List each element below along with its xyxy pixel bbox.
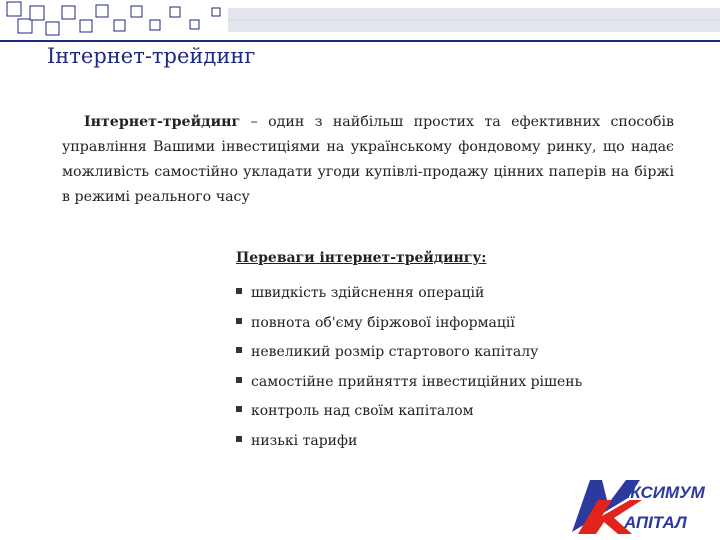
intro-text: – один з найбільш простих та ефективних способів управління Вашими інвестиціями на українському фондовому ринку, що надає можливість самостійно укладати угоди купівлі-продажу цінних паперів на біржі в режимі реального часу bbox=[62, 114, 674, 205]
decorative-squares bbox=[0, 0, 720, 40]
advantages-heading: Переваги інтернет-трейдингу: bbox=[236, 250, 487, 266]
logo-line1: АКСИМУМ bbox=[618, 483, 705, 502]
square-bullet-icon bbox=[236, 406, 242, 412]
maximum-kapital-logo bbox=[568, 474, 714, 536]
advantages-list bbox=[236, 282, 582, 460]
square-bullet-icon bbox=[236, 318, 242, 324]
square-bullet-icon bbox=[236, 288, 242, 294]
list-item bbox=[236, 282, 582, 312]
logo-line2: АПІТАЛ bbox=[624, 513, 687, 532]
square-bullet-icon bbox=[236, 347, 242, 353]
intro-paragraph bbox=[62, 110, 674, 210]
title-divider-line bbox=[0, 40, 720, 42]
list-item bbox=[236, 400, 582, 430]
list-item-text: повнота об'єму біржової інформації bbox=[251, 314, 515, 331]
list-item-text: самостійне прийняття інвестиційних рішень bbox=[251, 373, 583, 390]
square-bullet-icon bbox=[236, 436, 242, 442]
list-item bbox=[236, 341, 582, 371]
slide-title: Інтернет-трейдинг bbox=[47, 44, 256, 68]
list-item-text: низькі тарифи bbox=[251, 432, 358, 449]
list-item-text: швидкість здійснення операцій bbox=[251, 285, 485, 301]
list-item-text: невеликий розмір стартового капіталу bbox=[251, 344, 539, 361]
square-bullet-icon bbox=[236, 377, 242, 383]
list-item-text: контроль над своїм капіталом bbox=[251, 403, 474, 420]
list-item bbox=[236, 371, 582, 401]
list-item bbox=[236, 312, 582, 342]
intro-term: Інтернет-трейдинг bbox=[84, 114, 241, 130]
list-item bbox=[236, 430, 582, 460]
